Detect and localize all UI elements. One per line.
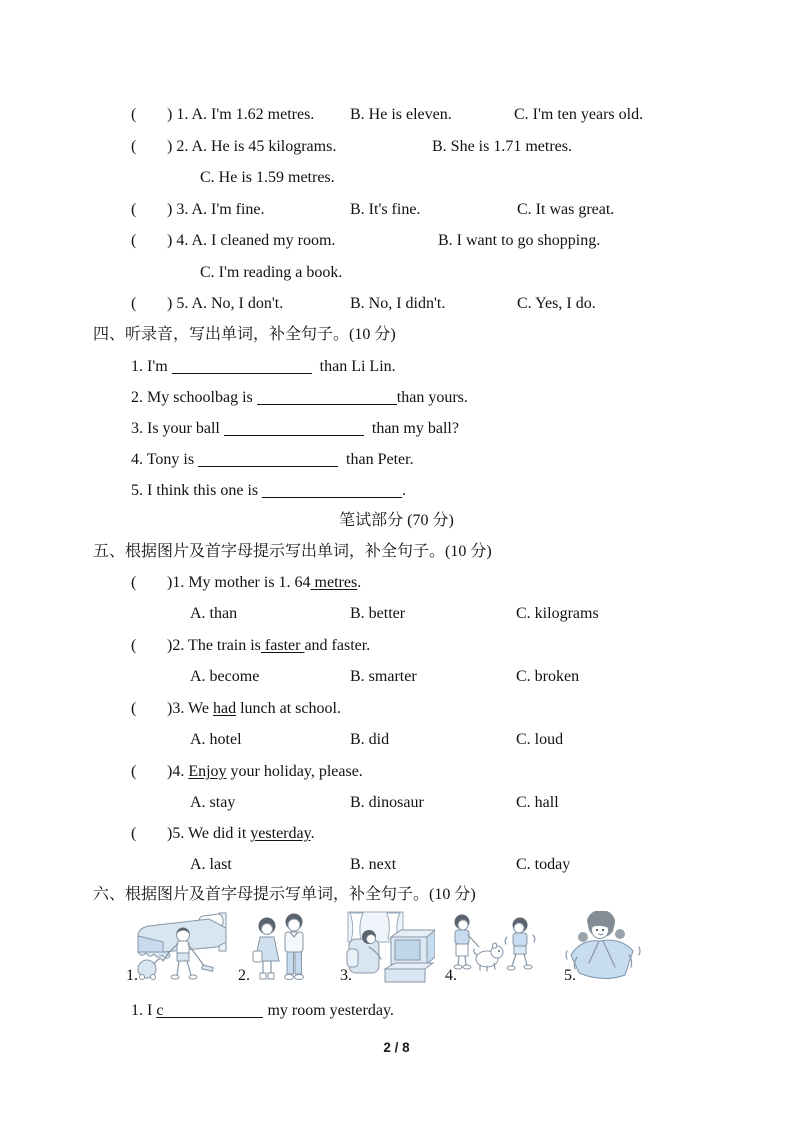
paren-open: ( — [131, 201, 137, 218]
paren-open: ( — [131, 574, 137, 591]
option-b: B. smarter — [350, 668, 417, 685]
fill-item-3-post: than my ball? — [363, 420, 459, 437]
s5-q5-text — [167, 824, 315, 843]
s5-q1-pre: )1. My mother is 1. 64 — [167, 574, 311, 591]
mc-row-4-option-b: B. I want to go shopping. — [438, 232, 601, 249]
s5-q1-underlined: metres — [310, 574, 358, 591]
mc-row-4-lead: ) 4. A. I cleaned my room. — [167, 232, 336, 249]
paren-open: ( — [131, 295, 137, 312]
picture-label-4: 4. — [445, 967, 457, 984]
s5-q4-pre: )4. — [167, 763, 189, 780]
picture-label-2: 2. — [238, 967, 250, 984]
option-a: A. become — [190, 668, 260, 685]
s5-q3-post: lunch at school. — [236, 700, 341, 717]
mc-row-1-lead: ) 1. A. I'm 1.62 metres. — [167, 106, 315, 123]
s5-q2-underlined: faster — [260, 637, 305, 654]
paren-open: ( — [131, 106, 137, 123]
option-b: B. did — [350, 731, 390, 748]
option-c: C. broken — [516, 668, 580, 685]
fill-item-3 — [131, 419, 459, 438]
mc-row-2-option-b: B. She is 1.71 metres. — [432, 138, 572, 155]
s6-sentence-1-first-letter: c — [156, 1002, 164, 1019]
option-b: B. next — [350, 856, 397, 873]
answer-blank — [163, 1016, 263, 1018]
option-c: C. today — [516, 856, 571, 873]
s6-sentence-1-post: my room yesterday. — [263, 1002, 394, 1019]
option-b: B. better — [350, 605, 406, 622]
option-a: A. hotel — [190, 731, 242, 748]
option-b: B. dinosaur — [350, 794, 424, 811]
option-a: A. last — [190, 856, 232, 873]
s5-q2-text — [167, 636, 370, 655]
s5-q1-text — [167, 573, 361, 592]
s5-q5-post: . — [310, 825, 315, 842]
answer-blank — [262, 496, 402, 498]
mc-row-5-lead: ) 5. A. No, I don't. — [167, 295, 284, 312]
mc-row-4-option-c: C. I'm reading a book. — [200, 264, 343, 281]
option-a: A. than — [190, 605, 238, 622]
paren-open: ( — [131, 138, 137, 155]
mc-row-3-option-b: B. It's fine. — [350, 201, 421, 218]
mc-row-2-option-c: C. He is 1.59 metres. — [200, 169, 335, 186]
s5-q5-pre: )5. We did it — [167, 825, 251, 842]
child-watching-tv-illustration — [345, 909, 435, 987]
fill-item-2 — [131, 388, 468, 407]
boy-vacuuming-bedroom-illustration — [133, 909, 235, 987]
answer-blank — [172, 372, 312, 374]
s5-q3-text — [167, 699, 341, 718]
s5-q3-pre: )3. We — [167, 700, 213, 717]
paren-open: ( — [131, 232, 137, 249]
answer-blank — [198, 465, 338, 467]
s5-q5-underlined: yesterday — [250, 825, 311, 842]
fill-item-1-pre: 1. I'm — [131, 358, 172, 375]
fill-item-1-post: than Li Lin. — [311, 358, 396, 375]
answer-blank — [224, 434, 364, 436]
paren-open: ( — [131, 825, 137, 842]
s5-q4-post: your holiday, please. — [226, 763, 363, 780]
written-part-header: 笔试部分 (70 分) — [339, 512, 454, 529]
picture-label-1: 1. — [126, 967, 138, 984]
paren-open: ( — [131, 637, 137, 654]
fill-item-4-post: than Peter. — [338, 451, 414, 468]
paren-open: ( — [131, 700, 137, 717]
fill-item-5 — [131, 481, 406, 500]
s5-q4-underlined: Enjoy — [188, 763, 227, 780]
boy-washing-dog-and-boy-jumping-illustration — [449, 913, 539, 985]
fill-item-5-post: . — [402, 482, 407, 499]
s5-q2-post: and faster. — [304, 637, 371, 654]
fill-item-4-pre: 4. Tony is — [131, 451, 199, 468]
fill-item-1 — [131, 357, 396, 376]
s5-q4-text — [167, 762, 363, 781]
fill-item-2-pre: 2. My schoolbag is — [131, 389, 257, 406]
picture-label-5: 5. — [564, 967, 576, 984]
fill-item-5-pre: 5. I think this one is — [131, 482, 263, 499]
section-5-title: 五、根据图片及首字母提示写出单词，补全句子。(10 分) — [93, 543, 492, 560]
section-4-title: 四、听录音，写出单词，补全句子。(10 分) — [93, 326, 396, 343]
s6-sentence-1-pre: 1. I — [131, 1002, 157, 1019]
s5-q1-post: . — [357, 574, 362, 591]
s6-sentence-1 — [131, 1001, 394, 1020]
fill-item-3-pre: 3. Is your ball — [131, 420, 224, 437]
fill-item-4 — [131, 450, 414, 469]
answer-blank — [257, 403, 397, 405]
girl-and-boy-standing-illustration — [252, 913, 312, 985]
mc-row-2-lead: ) 2. A. He is 45 kilograms. — [167, 138, 337, 155]
option-a: A. stay — [190, 794, 236, 811]
paren-open: ( — [131, 763, 137, 780]
mc-row-3-option-c: C. It was great. — [517, 201, 615, 218]
mc-row-1-option-b: B. He is eleven. — [350, 106, 452, 123]
mc-row-5-option-c: C. Yes, I do. — [517, 295, 596, 312]
picture-label-3: 3. — [340, 967, 352, 984]
option-c: C. loud — [516, 731, 564, 748]
fill-item-2-post: than yours. — [396, 389, 468, 406]
page-number-indicator: 2 / 8 — [383, 1040, 410, 1055]
mc-row-3-lead: ) 3. A. I'm fine. — [167, 201, 265, 218]
mc-row-5-option-b: B. No, I didn't. — [350, 295, 446, 312]
s5-q3-underlined: had — [212, 700, 237, 717]
option-c: C. kilograms — [516, 605, 599, 622]
section-6-title: 六、根据图片及首字母提示写单词，补全句子。(10 分) — [93, 886, 476, 903]
s5-q2-pre: )2. The train is — [167, 637, 261, 654]
option-c: C. hall — [516, 794, 559, 811]
mc-row-1-option-c: C. I'm ten years old. — [514, 106, 644, 123]
